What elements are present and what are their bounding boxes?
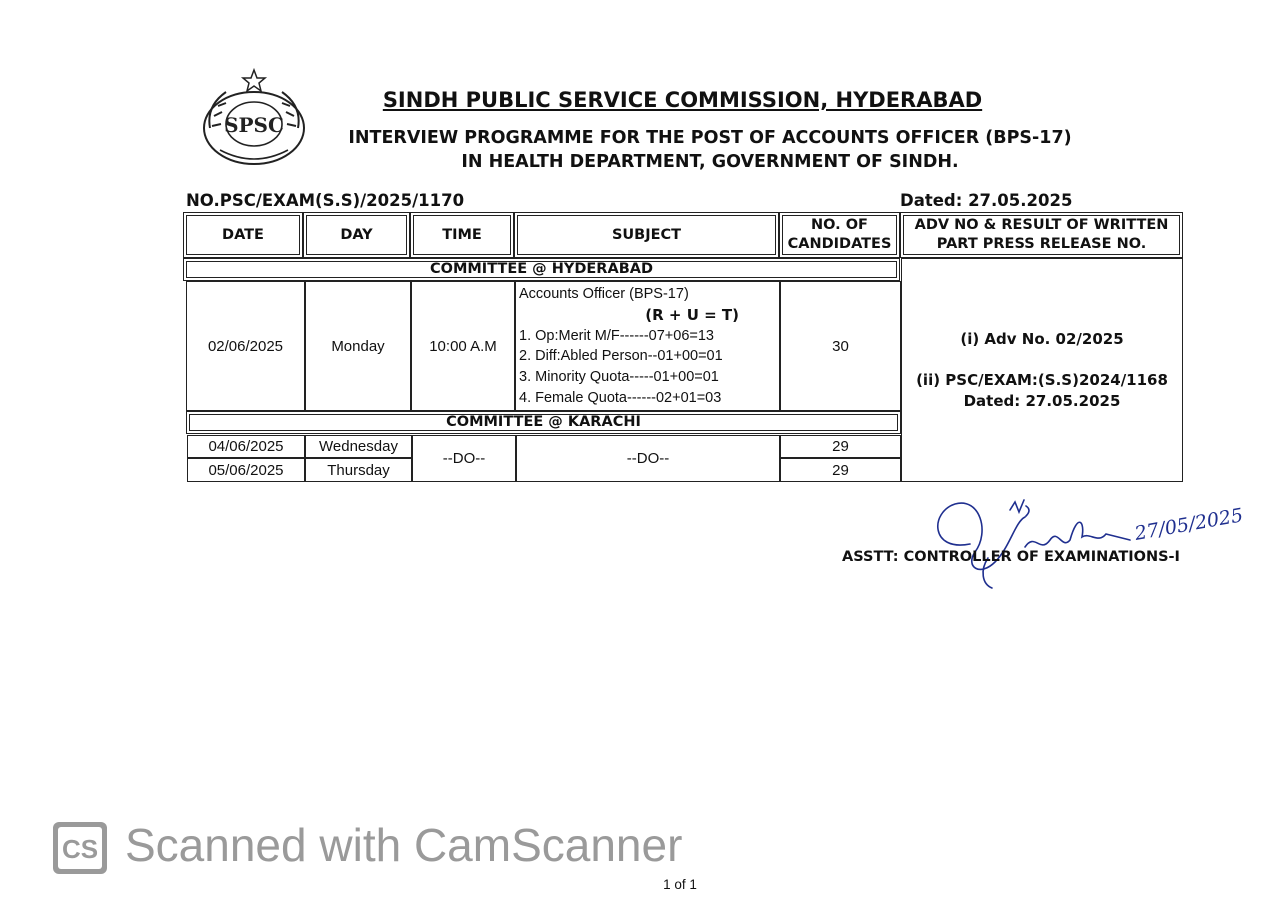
interview-schedule-table: [183, 212, 1183, 482]
page-title: SINDH PUBLIC SERVICE COMMISSION, HYDERABAD: [382, 88, 983, 112]
row3-day: Thursday: [305, 458, 412, 482]
row1-candidates: 30: [780, 281, 901, 411]
quota-line: 1. Op:Merit M/F------07+06=13: [519, 327, 714, 344]
ditto-time: --DO--: [412, 435, 516, 482]
row1-subject: [515, 281, 780, 411]
subtitle-line-2: IN HEALTH DEPARTMENT, GOVERNMENT OF SINDH.: [461, 152, 959, 172]
svg-text:CS: CS: [61, 834, 99, 864]
svg-text:SPSC: SPSC: [224, 113, 284, 137]
page-indicator: 1 of 1: [663, 877, 697, 892]
camscanner-watermark: Scanned with CamScanner: [125, 819, 683, 871]
row1-day: Monday: [305, 281, 411, 411]
signatory-designation: ASSTT: CONTROLLER OF EXAMINATIONS-I: [842, 549, 1180, 565]
camscanner-logo-icon: [51, 820, 109, 876]
ditto-subject: --DO--: [516, 435, 780, 482]
column-header-date: DATE: [183, 212, 303, 258]
row3-date: 05/06/2025: [187, 458, 305, 482]
subtitle-line-1: INTERVIEW PROGRAMME FOR THE POST OF ACCOUNTS OFFICER (BPS-17): [348, 128, 1072, 148]
row2-date: 04/06/2025: [187, 435, 305, 458]
reference-number: NO.PSC/EXAM(S.S)/2025/1170: [186, 191, 465, 210]
row2-candidates: 29: [780, 435, 901, 458]
committee-hyderabad-heading: COMMITTEE @ HYDERABAD: [183, 258, 900, 281]
column-header-subject: SUBJECT: [514, 212, 779, 258]
subject-formula: (R + U = T): [645, 305, 739, 324]
document-date: Dated: 27.05.2025: [900, 191, 1073, 210]
press-release-number: (ii) PSC/EXAM:(S.S)2024/1168: [916, 370, 1168, 389]
row1-date: 02/06/2025: [186, 281, 305, 411]
row2-day: Wednesday: [305, 435, 412, 458]
spsc-logo: [198, 68, 310, 168]
quota-line: 4. Female Quota------02+01=03: [519, 389, 722, 406]
adv-number: (i) Adv No. 02/2025: [960, 329, 1124, 348]
committee-karachi-heading: COMMITTEE @ KARACHI: [186, 411, 901, 434]
column-header-candidates: NO. OF CANDIDATES: [779, 212, 900, 258]
column-header-adv-result: ADV NO & RESULT OF WRITTEN PART PRESS RELEASE NO.: [900, 212, 1183, 258]
column-header-time: TIME: [410, 212, 514, 258]
svg-text:27/05/2025: 27/05/2025: [1133, 504, 1245, 545]
press-release-date: Dated: 27.05.2025: [963, 391, 1121, 410]
quota-line: 3. Minority Quota-----01+00=01: [519, 369, 719, 386]
quota-line: 2. Diff:Abled Person--01+00=01: [519, 348, 723, 365]
column-header-day: DAY: [303, 212, 410, 258]
handwritten-signature: [830, 492, 1260, 592]
subject-title: Accounts Officer (BPS-17): [519, 286, 689, 302]
row1-time: 10:00 A.M: [411, 281, 515, 411]
row3-candidates: 29: [780, 458, 901, 482]
adv-result-cell: [901, 258, 1183, 482]
